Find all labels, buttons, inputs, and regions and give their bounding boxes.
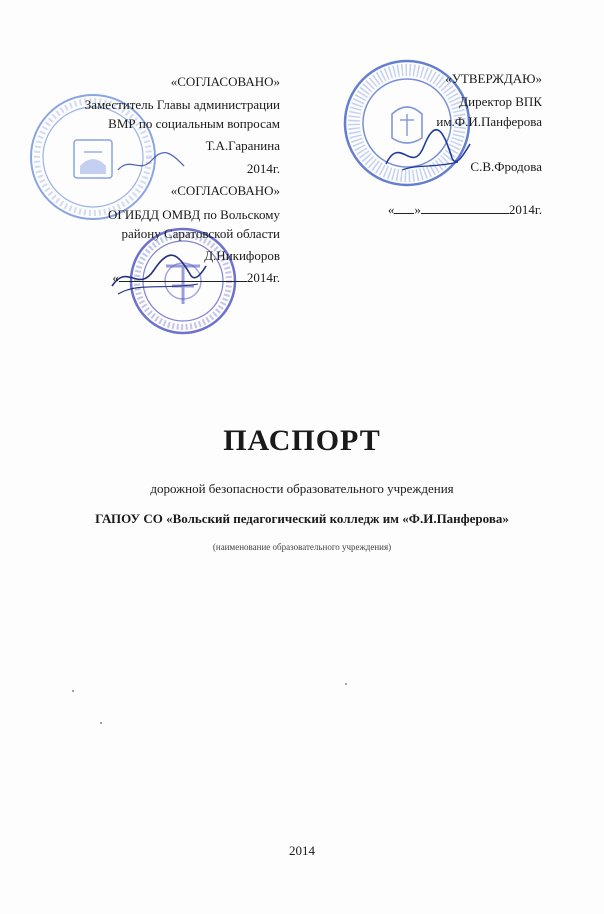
police-date-line (112, 270, 280, 285)
police-signatory-name: Д.Никифоров (204, 248, 280, 263)
director-date-month-blank (421, 213, 509, 214)
director-date-close-quote: » (414, 202, 421, 217)
police-position-line-2: району Саратовской области (121, 226, 280, 241)
director-date-line (388, 202, 542, 217)
director-date-open-quote: « (387, 202, 395, 217)
director-date: 2014г. (508, 202, 542, 217)
agreed-heading-2: «СОГЛАСОВАНО» (170, 183, 280, 198)
document-year: 2014 (289, 843, 315, 858)
scan-speck (100, 722, 102, 724)
organization-name: ГАПОУ СО «Вольский педагогический колледж им «Ф.И.Панферова» (95, 511, 509, 526)
document-subtitle: дорожной безопасности образовательного учреждения (150, 481, 454, 496)
director-signatory-name: С.В.Фродова (470, 159, 542, 174)
organization-caption: (наименование образовательного учреждения) (212, 542, 392, 552)
police-date-open-quote: « (112, 270, 119, 285)
scan-speck (345, 683, 347, 685)
scan-speck (72, 690, 74, 692)
police-date: 2014г. (246, 270, 280, 285)
deputy-position-line-2: ВМР по социальным вопросам (108, 116, 280, 131)
deputy-signatory-name: Т.А.Гаранина (205, 138, 280, 153)
deputy-signature (116, 150, 186, 178)
director-position-line-2: им.Ф.И.Панферова (436, 114, 542, 129)
director-date-day-blank (394, 213, 414, 214)
deputy-position-line-1: Заместитель Главы администрации (84, 97, 280, 112)
director-position-line-1: Директор ВПК (459, 94, 542, 109)
document-title: ПАСПОРТ (223, 424, 381, 457)
approved-heading: «УТВЕРЖДАЮ» (445, 71, 542, 86)
police-date-blank (119, 281, 247, 282)
director-signature (382, 124, 472, 184)
agreed-heading-1: «СОГЛАСОВАНО» (170, 74, 280, 89)
police-position-line-1: ОГИБДД ОМВД по Вольскому (107, 207, 280, 222)
deputy-date: 2014г. (246, 161, 280, 176)
